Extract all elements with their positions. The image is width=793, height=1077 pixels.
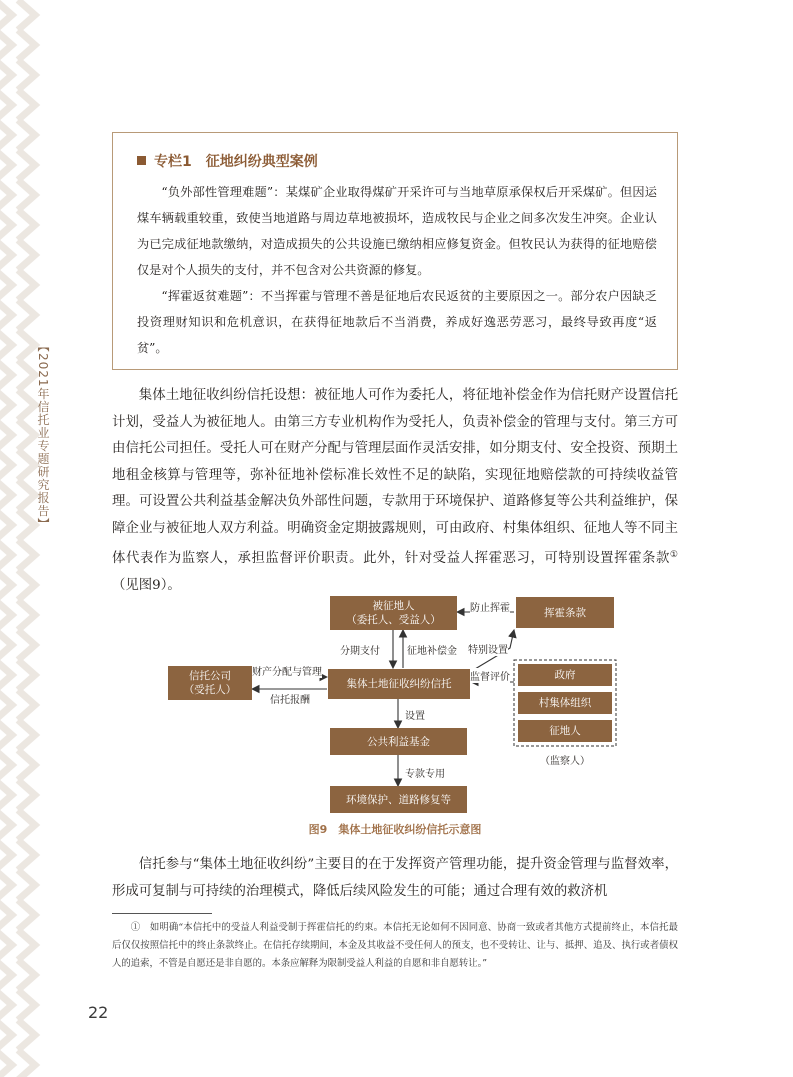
label-supervisor: （监察人） — [540, 752, 590, 767]
footnote — [112, 919, 678, 973]
public-fund-box — [330, 728, 467, 755]
figure-caption: 图9 集体土地征收纠纷信托示意图 — [308, 823, 482, 836]
page-number: 22 — [88, 1003, 109, 1022]
beneficiary-name: 被征地人 — [372, 600, 415, 612]
beneficiary-role: （委托人、受益人） — [346, 614, 441, 626]
box-title — [137, 151, 318, 171]
label-prevent-squander: 防止挥霍 — [470, 599, 510, 614]
label-compensation: 征地补偿金 — [407, 642, 457, 657]
label-special-fund: 专款专用 — [405, 765, 445, 780]
repair-box — [330, 786, 467, 813]
box-paragraph: “负外部性管理难题”：某煤矿企业取得煤矿开采许可与当地草原承保权后开采煤矿。但因运煤车辆载重较重，致使当地道路与周边草地被损坏，造成牧民与企业之间多次发生冲突。企业认为已完成征地款缴纳，对造成损失的公共设施已缴纳相应修复资金。但牧民认为获得的征地赔偿仅是对个人损失的支付，并不包含对公共资源的修复。 — [137, 185, 657, 277]
report-side-label: 【2021年信托业专题研究报告】 — [36, 340, 50, 531]
beneficiary-box — [330, 596, 457, 630]
trust-structure-diagram — [160, 590, 630, 830]
land-person-box — [518, 720, 612, 742]
government-box — [518, 664, 612, 686]
land-person-text: 征地人 — [549, 725, 581, 737]
box-title-text: 专栏1 征地纠纷典型案例 — [154, 154, 318, 170]
label-installment: 分期支付 — [340, 642, 380, 657]
main-paragraph-1 — [112, 383, 678, 599]
footnote-text: 如明确“本信托中的受益人利益受制于挥霍信托的约束。本信托无论如何不因同意、协商一致或者其他方式提前终止，本信托最后仅仅按照信托中的终止条款终止。在信托存续期间，本金及其收益不受任何人的预支，也不受转让、让与、抵押、追及、执行或者债权人的追索，不管是自愿还是非自愿的。本条应解释为限制受益人利益的自愿和非自愿转让。” — [112, 922, 678, 969]
zigzag-pattern — [0, 0, 60, 1077]
main-paragraph-2 — [112, 852, 678, 905]
trust-company-box — [168, 666, 252, 700]
trust-company-name: 信托公司 — [189, 670, 231, 682]
case-study-box — [112, 132, 678, 370]
label-setup: 设置 — [405, 707, 425, 722]
footnote-mark: ① — [130, 922, 141, 933]
public-fund-text: 公共利益基金 — [367, 735, 430, 748]
village-box — [518, 692, 612, 714]
label-supervise: 监督评价 — [470, 668, 510, 683]
footnote-reference[interactable]: ① — [669, 550, 678, 560]
para2-text: 信托参与“集体土地征收纠纷”主要目的在于发挥资产管理功能，提升资金管理与监督效率，形成可复制与可持续的治理模式，降低后续风险发生的可能；通过合理有效的救济机 — [112, 857, 678, 899]
footnote-divider — [112, 913, 212, 914]
core-trust-box — [328, 669, 470, 699]
core-trust-text: 集体土地征收纠纷信托 — [346, 678, 452, 690]
para1-tail: （见图9）。 — [112, 577, 181, 593]
label-special-set: 特别设置 — [468, 641, 508, 656]
trust-company-role: （受托人） — [183, 684, 237, 696]
repair-text: 环境保护、道路修复等 — [346, 793, 451, 806]
box-body — [137, 179, 657, 361]
village-text: 村集体组织 — [538, 697, 592, 709]
box-paragraph: “挥霍返贫难题”：不当挥霍与管理不善是征地后农民返贫的主要原因之一。部分农户因缺乏投资理财知识和危机意识，在获得征地款后不当消费，养成好逸恶劳恶习，最终导致再度“返贫”。 — [137, 289, 657, 355]
squander-clause-box — [516, 597, 614, 628]
para1-text: 集体土地征收纠纷信托设想：被征地人可作为委托人，将征地补偿金作为信托财产设置信托计划，受益人为被征地人。由第三方专业机构作为受托人，负责补偿金的管理与支付。第三方可由信托公司担任。受托人可在财产分配与管理层面作灵活安排，如分期支付、安全投资、预期土地租金核算与管理等，弥补征地补偿标准长效性不足的缺陷，实现征地赔偿款的可持续收益管理。可设置公共利益基金解决负外部性问题，专款用于环境保护、道路修复等公共利益维护，保障企业与被征地人双方利益。明确资金定期披露规则，可由政府、村集体组织、征地人等不同主体代表作为监察人，承担监督评价职责。此外，针对受益人挥霍恶习，可特别设置挥霍条款 — [112, 388, 678, 566]
decorative-side-stripe — [0, 0, 60, 1077]
government-text: 政府 — [554, 669, 576, 681]
label-asset-management: 财产分配与管理 — [252, 663, 322, 678]
label-trust-fee: 信托报酬 — [270, 691, 310, 706]
squander-clause-text: 挥霍条款 — [544, 606, 586, 619]
square-bullet-icon — [137, 156, 146, 165]
